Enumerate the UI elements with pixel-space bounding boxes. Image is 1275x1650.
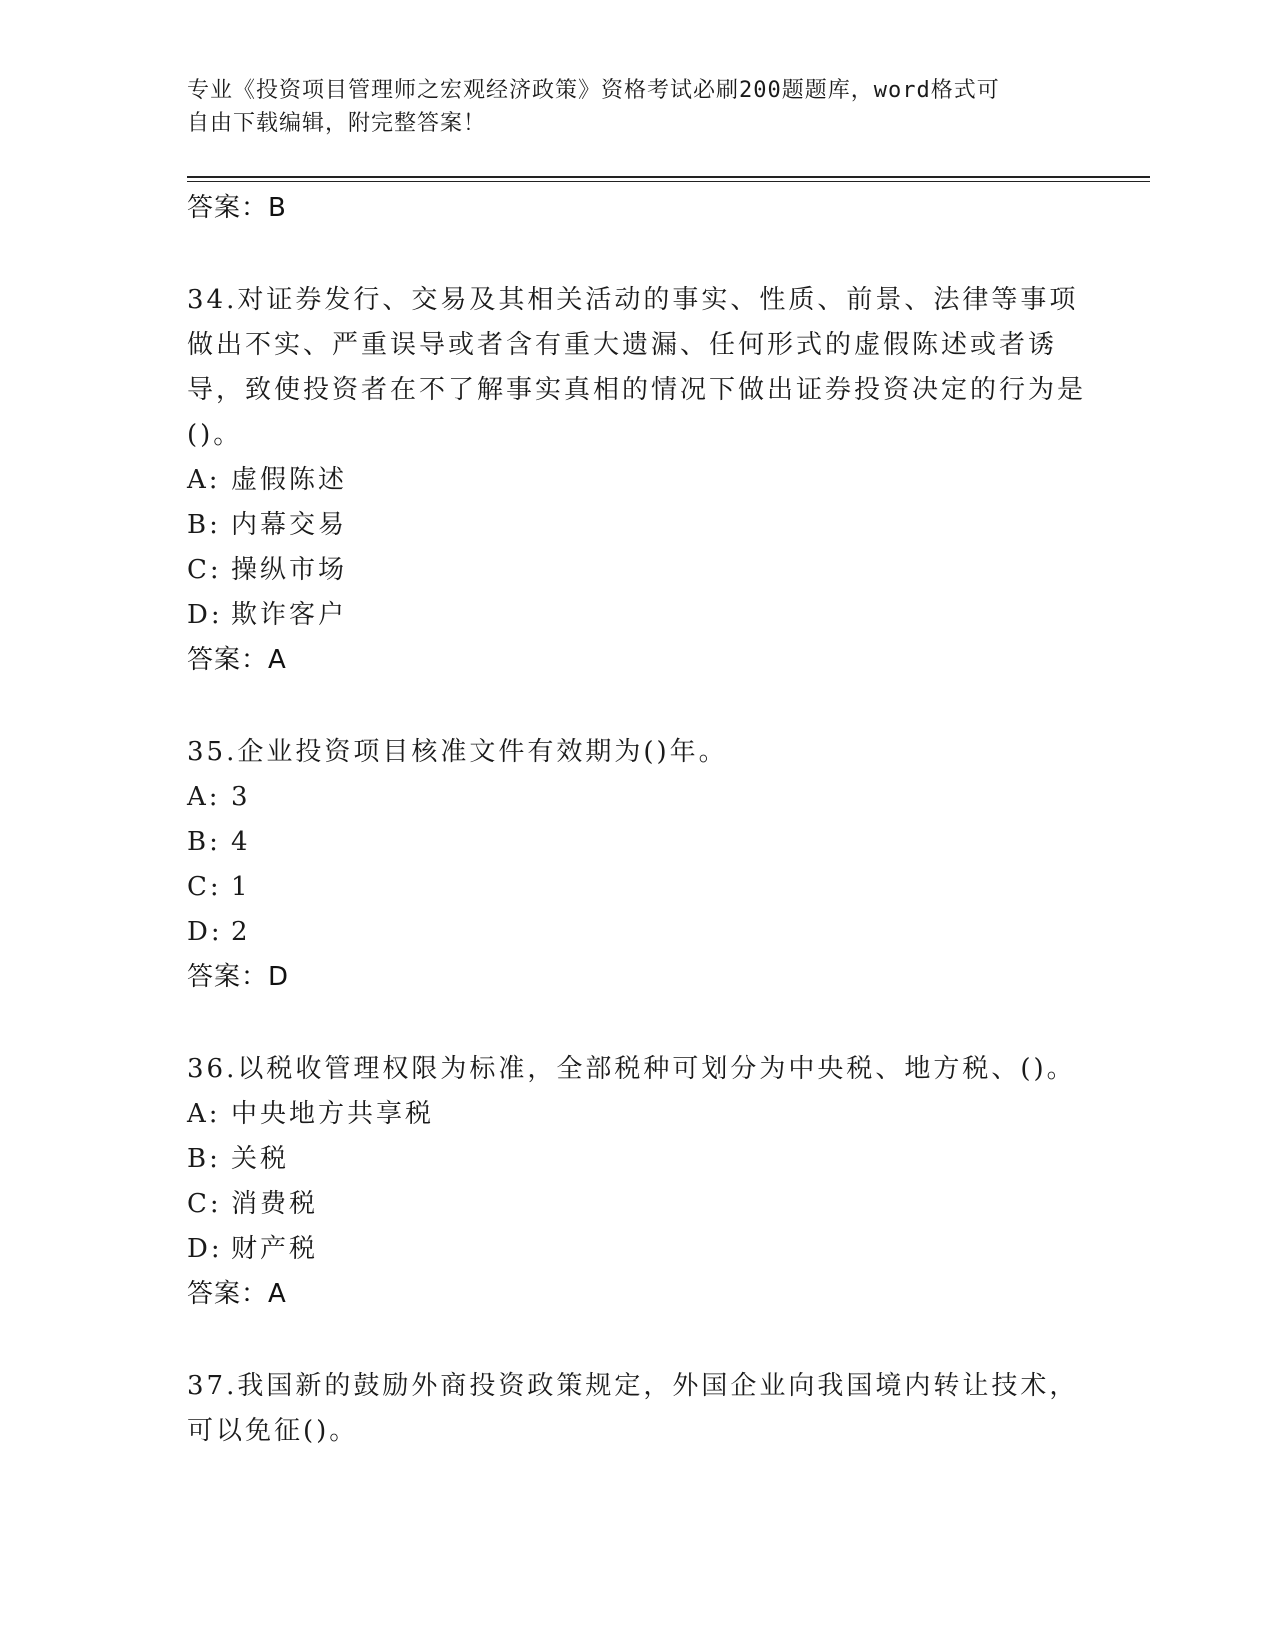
previous-answer: 答案：B [187, 193, 287, 223]
option-c [187, 1182, 1087, 1227]
question-34 [187, 278, 1087, 683]
header-divider-thin [187, 181, 1150, 182]
option-letter: C: [187, 1189, 222, 1219]
answer: 答案：A [187, 645, 287, 675]
option-letter: D: [187, 917, 223, 947]
option-a [187, 775, 1087, 820]
option-text: 虚假陈述 [231, 465, 348, 495]
question-36 [187, 1047, 1087, 1317]
option-letter: A: [187, 782, 221, 812]
header-line-2: 自由下载编辑，附完整答案！ [187, 111, 487, 136]
option-text: 中央地方共享税 [231, 1099, 435, 1129]
option-letter: D: [187, 1234, 223, 1264]
header-divider [187, 176, 1150, 178]
option-letter: A: [187, 1099, 221, 1129]
option-d [187, 1227, 1087, 1272]
option-text: 财产税 [231, 1234, 319, 1264]
question-stem: 34.对证券发行、交易及其相关活动的事实、性质、前景、法律等事项做出不实、严重误导或者含有重大遗漏、任何形式的虚假陈述或者诱导，致使投资者在不了解事实真相的情况下做出证券投资决定的行为是()。 [187, 285, 1087, 450]
option-letter: A: [187, 465, 221, 495]
option-letter: C: [187, 555, 222, 585]
header-line-1: 专业《投资项目管理师之宏观经济政策》资格考试必刷200题题库，word格式可 [187, 78, 1000, 103]
question-35 [187, 730, 1087, 1000]
question-stem: 36.以税收管理权限为标准，全部税种可划分为中央税、地方税、()。 [187, 1054, 1076, 1084]
option-letter: D: [187, 600, 223, 630]
option-text: 操纵市场 [231, 555, 348, 585]
question-list [187, 186, 1087, 1454]
option-text: 1 [231, 872, 251, 902]
option-b [187, 503, 1087, 548]
option-text: 消费税 [231, 1189, 319, 1219]
option-text: 内幕交易 [231, 510, 348, 540]
option-d [187, 910, 1087, 955]
option-text: 4 [231, 827, 251, 857]
option-a [187, 1092, 1087, 1137]
option-text: 关税 [231, 1144, 290, 1174]
option-letter: B: [187, 827, 221, 857]
option-a [187, 458, 1087, 503]
option-d [187, 593, 1087, 638]
question-stem: 37.我国新的鼓励外商投资政策规定，外国企业向我国境内转让技术，可以免征()。 [187, 1371, 1079, 1446]
answer: 答案：A [187, 1279, 287, 1309]
question-37 [187, 1364, 1087, 1454]
option-c [187, 548, 1087, 593]
question-stem: 35.企业投资项目核准文件有效期为()年。 [187, 737, 728, 767]
option-text: 2 [231, 917, 251, 947]
option-text: 3 [231, 782, 251, 812]
option-letter: C: [187, 872, 222, 902]
option-b [187, 1137, 1087, 1182]
option-letter: B: [187, 510, 221, 540]
option-b [187, 820, 1087, 865]
option-letter: B: [187, 1144, 221, 1174]
option-c [187, 865, 1087, 910]
answer: 答案：D [187, 962, 290, 992]
option-text: 欺诈客户 [231, 600, 348, 630]
page-header [187, 74, 1087, 140]
